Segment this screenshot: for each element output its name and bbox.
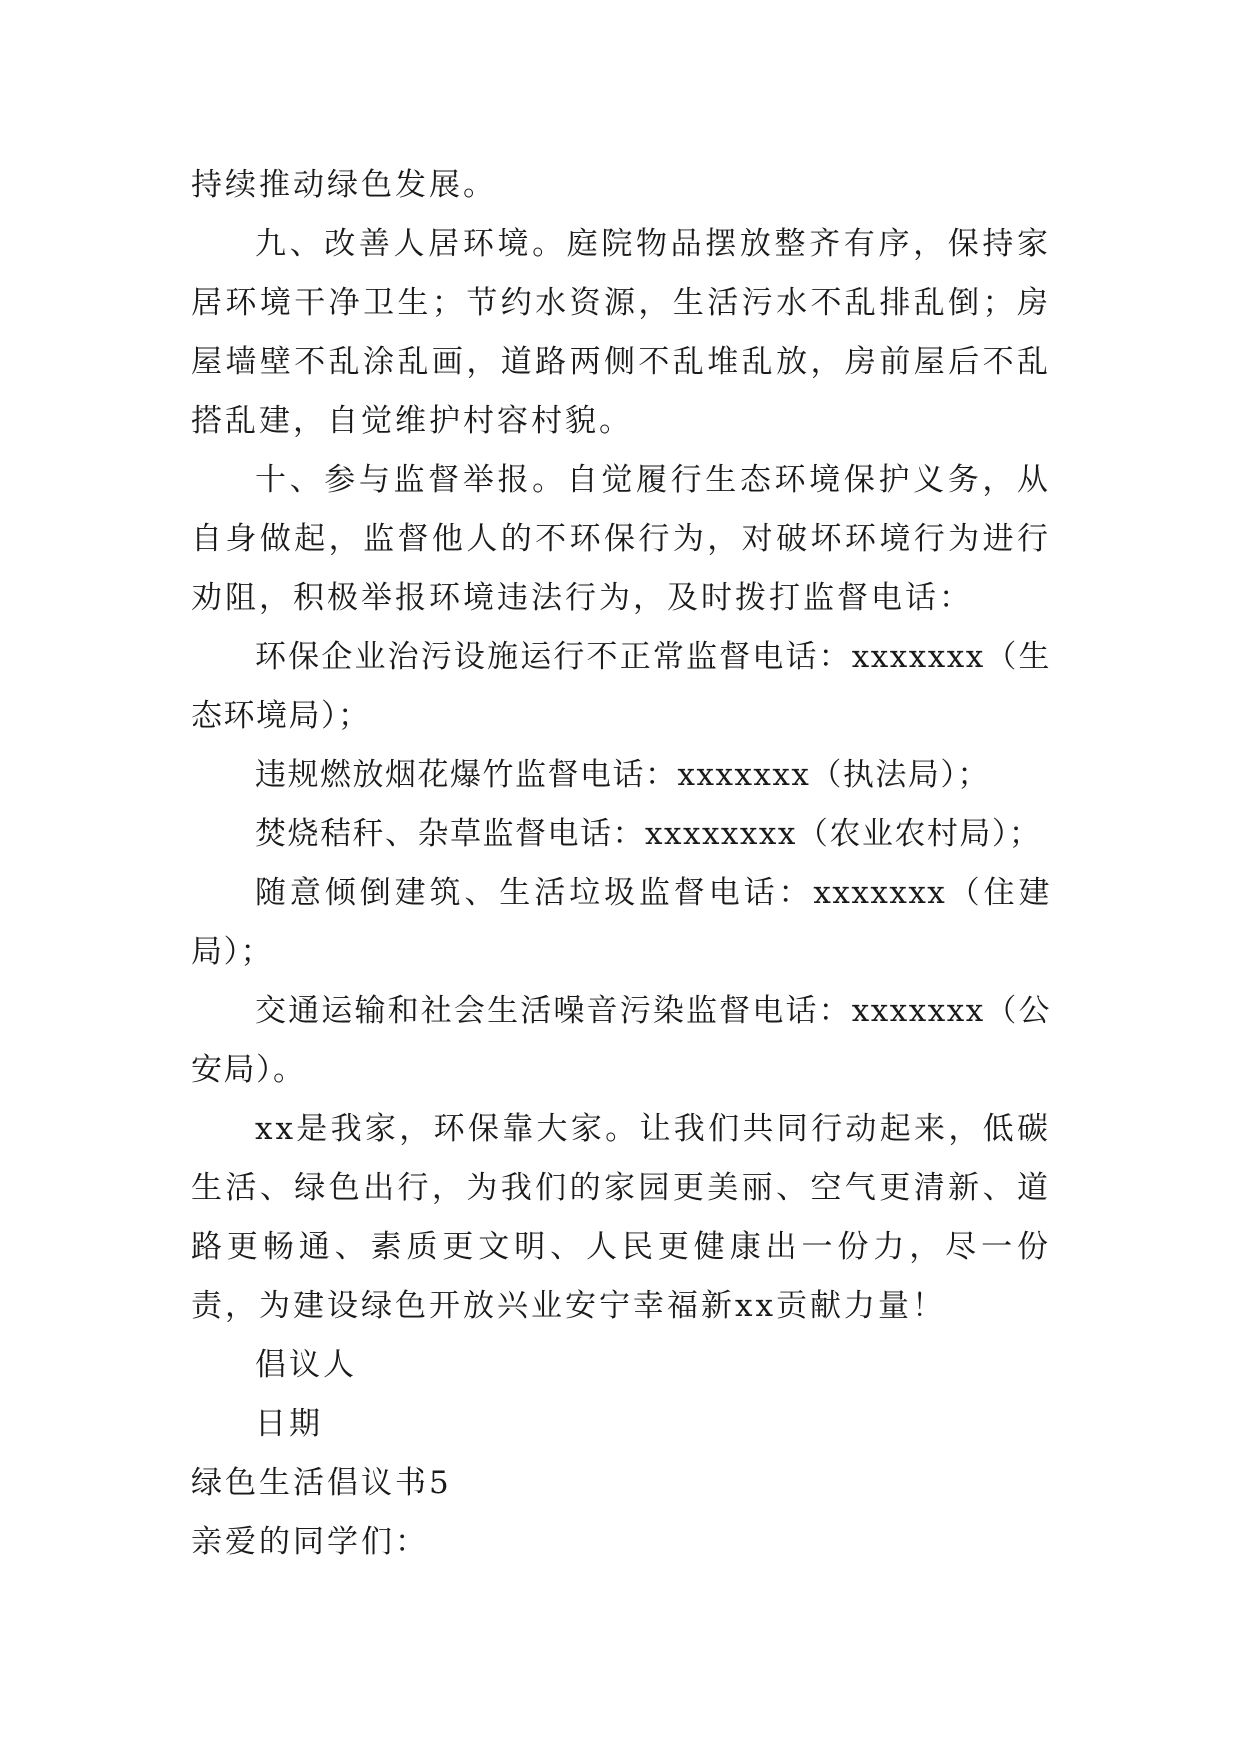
signature-date: 日期 (255, 1406, 323, 1442)
document-page (191, 156, 1051, 1572)
hotline-fireworks: 违规燃放烟花爆竹监督电话：xxxxxxx（执法局）； (255, 757, 990, 793)
hotline-straw-burning: 焚烧秸秆、杂草监督电话：xxxxxxxx（农业农村局）； (255, 816, 1042, 852)
salutation: 亲爱的同学们： (191, 1524, 429, 1560)
hotline-noise-pollution: 交通运输和社会生活噪音污染监督电话：xxxxxxx（公安局）。 (191, 993, 1051, 1088)
paragraph-continuation: 持续推动绿色发展。 (191, 167, 497, 203)
paragraph-closing-appeal: xx是我家，环保靠大家。让我们共同行动起来，低碳生活、绿色出行，为我们的家园更美丽、空气更清新、道路更畅通、素质更文明、人民更健康出一份力，尽一份责，为建设绿色开放兴业安宁幸福新xx贡献力量！ (191, 1111, 1051, 1324)
paragraph-item-9: 九、改善人居环境。庭院物品摆放整齐有序，保持家居环境干净卫生；节约水资源，生活污水不乱排乱倒；房屋墙壁不乱涂乱画，道路两侧不乱堆乱放，房前屋后不乱搭乱建，自觉维护村容村貌。 (191, 226, 1051, 439)
signature-initiator: 倡议人 (255, 1347, 357, 1383)
section-title: 绿色生活倡议书5 (191, 1465, 452, 1501)
paragraph-item-10: 十、参与监督举报。自觉履行生态环境保护义务，从自身做起，监督他人的不环保行为，对破坏环境行为进行劝阻，积极举报环境违法行为，及时拨打监督电话： (191, 462, 1051, 616)
hotline-environment: 环保企业治污设施运行不正常监督电话：xxxxxxx（生态环境局）； (191, 639, 1051, 734)
hotline-garbage-dumping: 随意倾倒建筑、生活垃圾监督电话：xxxxxxx（住建局）； (191, 875, 1051, 970)
